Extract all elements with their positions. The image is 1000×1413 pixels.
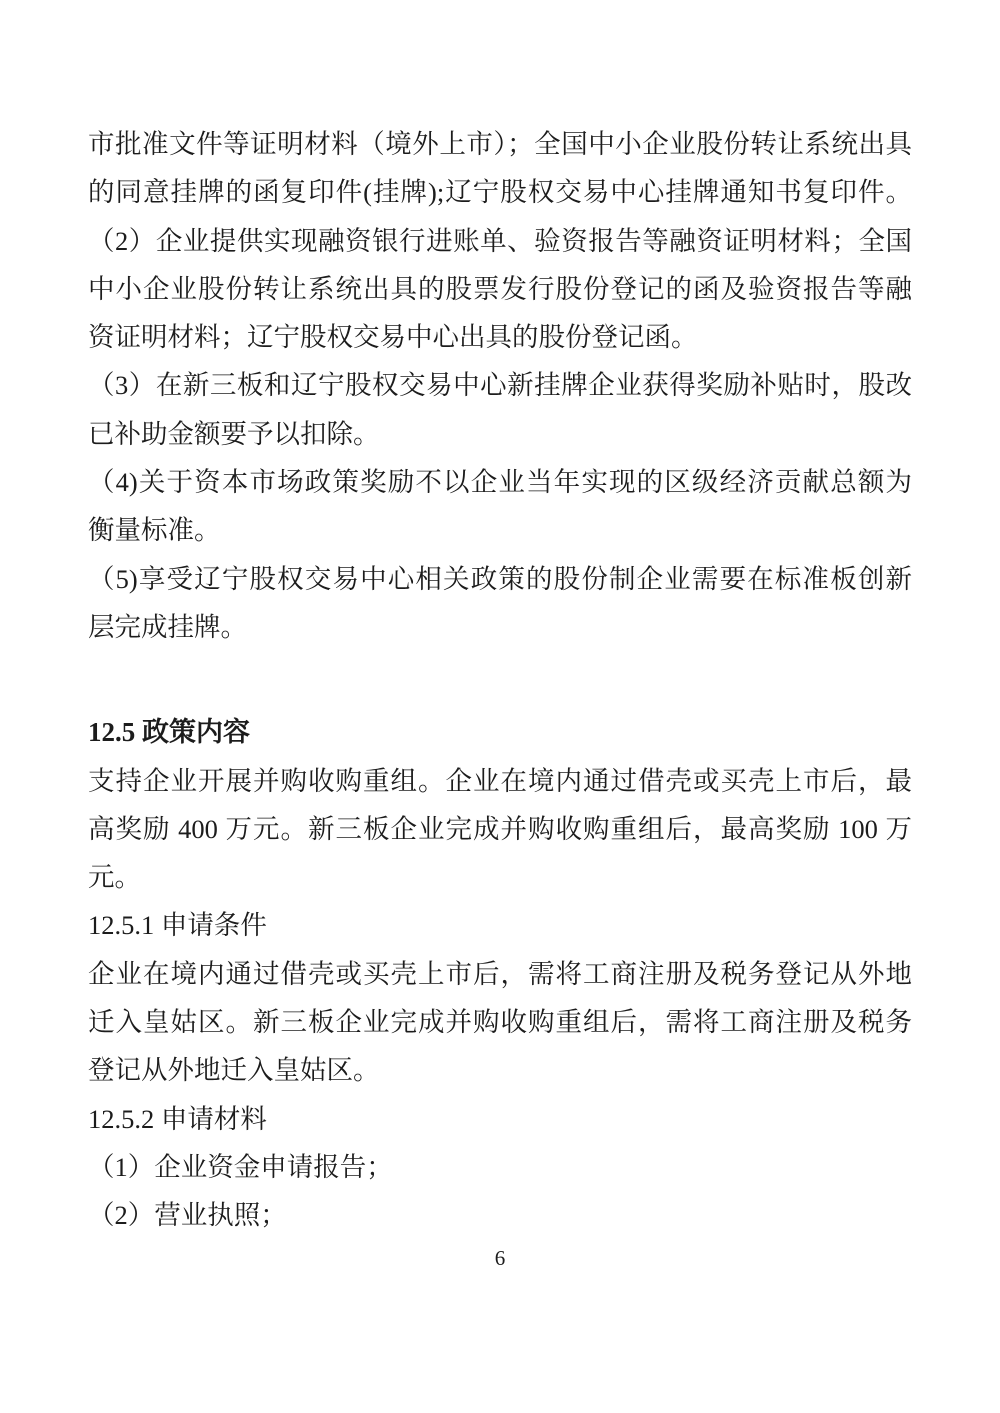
text-line: 层完成挂牌。 xyxy=(88,611,247,642)
text-line: 资证明材料；辽宁股权交易中心出具的股份登记函。 xyxy=(88,322,698,353)
text-block xyxy=(88,120,912,1240)
text-line: （4)关于资本市场政策奖励不以企业当年实现的区级经济贡献总额为 xyxy=(88,467,912,498)
text-line: 支持企业开展并购收购重组。企业在境内通过借壳或买壳上市后，最 xyxy=(88,765,912,796)
subsection-heading: 12.5.2 申请材料 xyxy=(88,1103,267,1134)
text-line: 元。 xyxy=(88,862,141,893)
text-line: 企业在境内通过借壳或买壳上市后，需将工商注册及税务登记从外地 xyxy=(88,958,912,989)
text-line: 中小企业股份转让系统出具的股票发行股份登记的函及验资报告等融 xyxy=(88,273,912,304)
text-line: 的同意挂牌的函复印件(挂牌);辽宁股权交易中心挂牌通知书复印件。 xyxy=(88,177,912,208)
text-line: （2）营业执照； xyxy=(88,1200,287,1231)
text-line: 市批准文件等证明材料（境外上市）；全国中小企业股份转让系统出具 xyxy=(88,129,912,159)
section-heading: 12.5 政策内容 xyxy=(88,717,250,748)
page-number: 6 xyxy=(494,1246,506,1270)
text-line: （3）在新三板和辽宁股权交易中心新挂牌企业获得奖励补贴时，股改 xyxy=(88,370,912,401)
text-line: 高奖励 400 万元。新三板企业完成并购收购重组后，最高奖励 100 万 xyxy=(88,813,912,844)
text-line: （2）企业提供实现融资银行进账单、验资报告等融资证明材料；全国 xyxy=(88,225,912,256)
text-line: 衡量标准。 xyxy=(88,515,221,546)
text-line: 已补助金额要予以扣除。 xyxy=(88,418,380,449)
text-line: （5)享受辽宁股权交易中心相关政策的股份制企业需要在标准板创新 xyxy=(88,563,912,594)
text-line: 登记从外地迁入皇姑区。 xyxy=(88,1055,380,1086)
subsection-heading: 12.5.1 申请条件 xyxy=(88,910,267,941)
text-line: （1）企业资金申请报告； xyxy=(88,1151,393,1182)
text-line: 迁入皇姑区。新三板企业完成并购收购重组后，需将工商注册及税务 xyxy=(88,1007,912,1038)
section-gap xyxy=(88,651,912,708)
